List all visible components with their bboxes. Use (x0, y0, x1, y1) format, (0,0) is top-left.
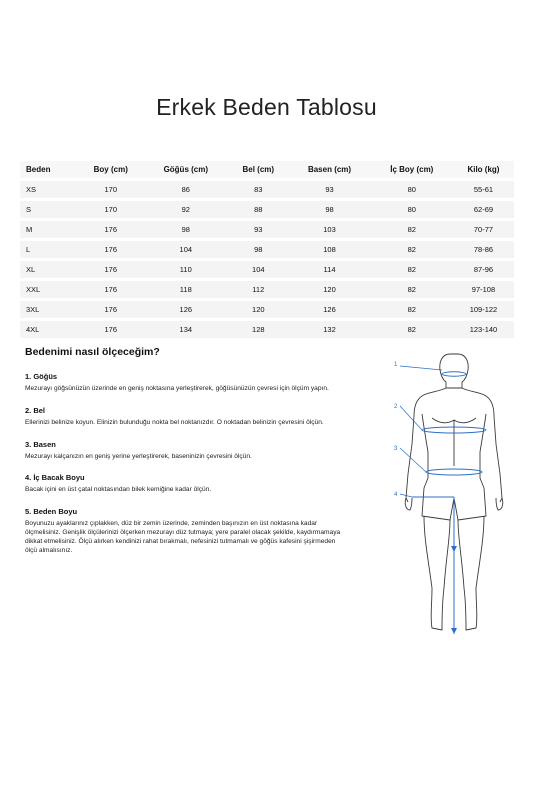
table-cell: 123-140 (469, 325, 498, 334)
step-waist (25, 406, 345, 428)
table-cell: 82 (407, 325, 416, 334)
table-cell: XXL (26, 285, 41, 294)
table-cell: 92 (181, 205, 190, 214)
table-cell: 86 (181, 185, 190, 194)
step-text: Boyunuzu ayaklarınız çıplakken, düz bir zemin üzerinde, zeminden başınızın en üst noktasına kadar ölçmelisiniz. Genişlik ölçülerinizi ölçerken mezurayı düz tutmaya; yere paralel olacak şekilde, kaydırmamaya dikkat etmelisiniz. Ölçü alırken kendinizi rahat bırakmalı, nefesinizi tutmamalı ve göğüs kafesini şişirmeden ölçü almalısınız. (25, 520, 341, 554)
step-height (25, 507, 345, 555)
table-cell: 128 (252, 325, 265, 334)
header-cell: İç Boy (cm) (390, 165, 434, 174)
step-inseam (25, 473, 345, 495)
table-cell: 80 (407, 185, 416, 194)
leader-lines (400, 366, 442, 497)
table-cell: 110 (179, 265, 192, 274)
step-title: 4. İç Bacak Boyu (25, 473, 85, 483)
table-cell: 176 (104, 225, 117, 234)
table-cell: 93 (325, 185, 334, 194)
table-row (20, 261, 514, 278)
page-title: Erkek Beden Tablosu (156, 94, 377, 120)
table-cell: 120 (323, 285, 336, 294)
header-cell: Basen (cm) (307, 165, 352, 174)
table-cell: 132 (323, 325, 336, 334)
table-cell: 80 (407, 205, 416, 214)
table-row (20, 301, 514, 318)
measurement-guide (25, 346, 345, 567)
waist-tape (426, 469, 482, 475)
table-cell: 104 (252, 265, 265, 274)
table-cell: 176 (104, 305, 117, 314)
header-cell: Kilo (kg) (467, 165, 500, 174)
table-cell: 98 (325, 205, 334, 214)
step-title: 5. Beden Boyu (25, 507, 78, 517)
table-cell: 83 (254, 185, 263, 194)
table-cell: 176 (104, 245, 117, 254)
table-row (20, 321, 514, 338)
step-title: 3. Basen (25, 439, 56, 449)
table-cell: 82 (407, 245, 416, 254)
table-cell: 170 (104, 185, 117, 194)
table-cell: 82 (407, 265, 416, 274)
body-measurement-figure (392, 348, 517, 640)
table-header-row (20, 161, 514, 178)
marker-4: 4 (394, 492, 398, 498)
table-cell: 93 (254, 225, 263, 234)
table-cell: 134 (179, 325, 193, 334)
step-text: Ellerinizi belinize koyun. Elinizin bulunduğu nokta bel noktanızdır. O noktadan belinizin çevresini ölçün. (25, 418, 324, 426)
table-cell: 112 (252, 285, 265, 294)
table-cell: 104 (179, 245, 193, 254)
table-cell: S (26, 205, 32, 214)
table-cell: 126 (323, 305, 336, 314)
table-cell: 170 (104, 205, 117, 214)
step-chest (25, 372, 345, 394)
table-cell: M (26, 225, 33, 234)
table-cell: 176 (104, 285, 117, 294)
step-text: Mezurayı göğsünüzün üzerinde en geniş noktasına yerleştirerek, göğüsünüzün çevresi için ölçüm yapın. (25, 385, 329, 392)
guide-heading: Bedenimi nasıl ölçeceğim? (25, 346, 160, 358)
table-cell: 126 (179, 305, 193, 314)
table-row (20, 241, 514, 258)
table-cell: 4XL (26, 325, 40, 334)
table-cell: 97-108 (471, 285, 496, 294)
table-cell: 78-86 (473, 245, 494, 254)
table-cell: 82 (407, 225, 416, 234)
table-cell: 82 (407, 305, 416, 314)
header-cell: Bel (cm) (242, 165, 275, 174)
table-cell: 88 (254, 205, 263, 214)
table-cell: 98 (181, 225, 190, 234)
table-cell: 120 (252, 305, 265, 314)
table-cell: 62-69 (473, 205, 494, 214)
table-cell: XS (26, 185, 37, 194)
table-row (20, 221, 514, 238)
table-row (20, 281, 514, 298)
table-cell: 82 (407, 285, 416, 294)
table-cell: 3XL (26, 305, 40, 314)
table-cell: XL (26, 265, 36, 274)
table-cell: 108 (323, 245, 336, 254)
step-text: Mezurayı kalçanızın en geniş yerine yerleştirerek, baseninizin çevresini ölçün. (25, 452, 252, 460)
arrow-down-icon (451, 546, 457, 552)
marker-3: 3 (394, 446, 398, 452)
step-title: 2. Bel (25, 405, 46, 415)
table-cell: 109-122 (469, 305, 498, 314)
arrow-down-icon (451, 628, 457, 634)
marker-labels (394, 362, 398, 498)
size-table (20, 158, 514, 341)
header-cell: Göğüs (cm) (163, 165, 209, 174)
table-cell: 98 (254, 245, 263, 254)
neck-tape (442, 372, 466, 376)
header-cell: Boy (cm) (93, 165, 128, 174)
marker-2: 2 (394, 404, 398, 410)
step-hip (25, 440, 345, 462)
table-cell: 114 (323, 265, 336, 274)
table-cell: 118 (179, 285, 192, 294)
table-cell: 87-96 (473, 265, 494, 274)
table-cell: 55-61 (473, 185, 494, 194)
marker-1: 1 (394, 362, 398, 368)
step-title: 1. Göğüs (25, 372, 58, 381)
table-row (20, 201, 514, 218)
table-row (20, 181, 514, 198)
table-cell: 176 (104, 325, 117, 334)
step-text: Bacak içini en üst çatal noktasından bilek kemiğine kadar ölçün. (25, 486, 212, 494)
table-cell: 176 (104, 265, 117, 274)
table-cell: 70-77 (473, 225, 494, 234)
header-cell: Beden (26, 165, 51, 174)
table-cell: 103 (323, 225, 336, 234)
table-cell: L (26, 245, 31, 254)
